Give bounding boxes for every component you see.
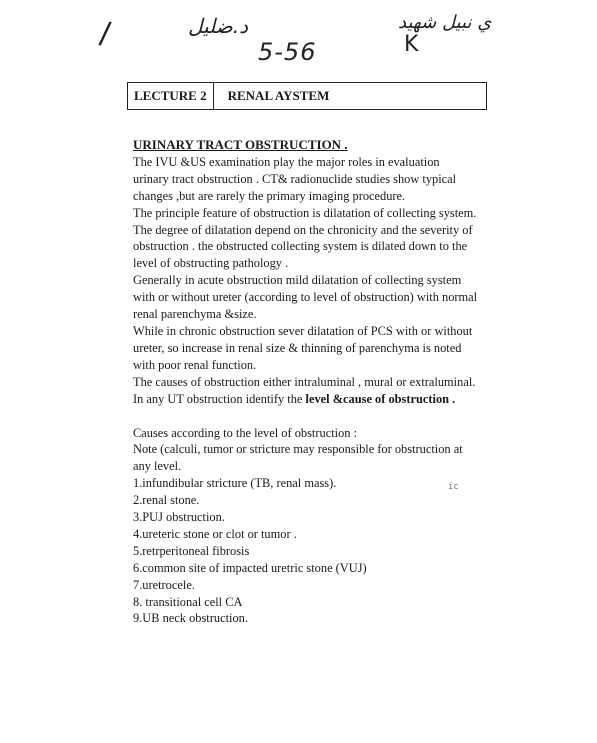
document-body — [133, 137, 493, 627]
causes-intro: Causes according to the level of obstruction : — [133, 425, 358, 440]
cause-list-item: 9.UB neck obstruction. — [133, 611, 248, 626]
handwritten-number: 5-56 — [258, 38, 317, 66]
cause-list-item: 3.PUJ obstruction. — [133, 510, 225, 525]
cause-list-item: 6.common site of impacted uretric stone (VUJ) — [133, 560, 367, 575]
handwritten-slash: / — [97, 15, 113, 52]
handwritten-name-arabic: د.ضليل — [188, 14, 249, 38]
body-line: The IVU &US examination play the major roles in evaluation — [133, 154, 440, 169]
cause-list-item: 8. transitional cell CA — [133, 594, 243, 609]
body-line: obstruction . the obstructed collecting system is dilated down to the — [133, 239, 468, 254]
lecture-title: RENAL AYSTEM — [227, 88, 330, 103]
causes-note: any level. — [133, 459, 182, 474]
cause-list-item: 5.retrperitoneal fibrosis — [133, 543, 250, 558]
cause-list-item: 4.ureteric stone or clot or tumor . — [133, 526, 297, 541]
lecture-header-box — [127, 82, 487, 110]
body-line: The degree of dilatation depend on the chronicity and the severity of — [133, 222, 473, 237]
body-line: with poor renal function. — [133, 357, 257, 372]
lecture-number-label: LECTURE 2 — [128, 83, 214, 109]
cause-list-item: 2.renal stone. — [133, 493, 200, 508]
scan-mark: ic — [448, 482, 459, 492]
body-line: The causes of obstruction either intraluminal , mural or extraluminal. — [133, 374, 476, 389]
body-line: Generally in acute obstruction mild dilatation of collecting system — [133, 273, 462, 288]
body-line: with or without ureter (according to level of obstruction) with normal — [133, 290, 478, 305]
body-line: ureter, so increase in renal size & thinning of parenchyma is noted — [133, 340, 462, 355]
handwritten-name-arabic-right: ي نبيل شهيد — [398, 12, 492, 33]
body-line: level of obstructing pathology . — [133, 256, 289, 271]
body-line-prefix: In any UT obstruction identify the — [133, 391, 306, 406]
body-line: While in chronic obstruction sever dilatation of PCS with or without — [133, 323, 473, 338]
body-line-emphasis — [133, 391, 493, 408]
bold-phrase: level &cause of obstruction . — [305, 391, 456, 406]
paragraph-gap — [133, 408, 493, 425]
body-line: The principle feature of obstruction is dilatation of collecting system. — [133, 205, 477, 220]
handwritten-check-mark: K — [404, 32, 419, 57]
body-line: renal parenchyma &size. — [133, 307, 257, 322]
section-title: URINARY TRACT OBSTRUCTION . — [133, 137, 348, 152]
causes-note: Note (calculi, tumor or stricture may responsible for obstruction at — [133, 442, 463, 457]
body-line: urinary tract obstruction . CT& radionuclide studies show typical — [133, 171, 457, 186]
cause-list-item: 7.uretrocele. — [133, 577, 195, 592]
cause-list-item: 1.infundibular stricture (TB, renal mass). — [133, 476, 337, 491]
body-line: changes ,but are rarely the primary imaging procedure. — [133, 188, 406, 203]
